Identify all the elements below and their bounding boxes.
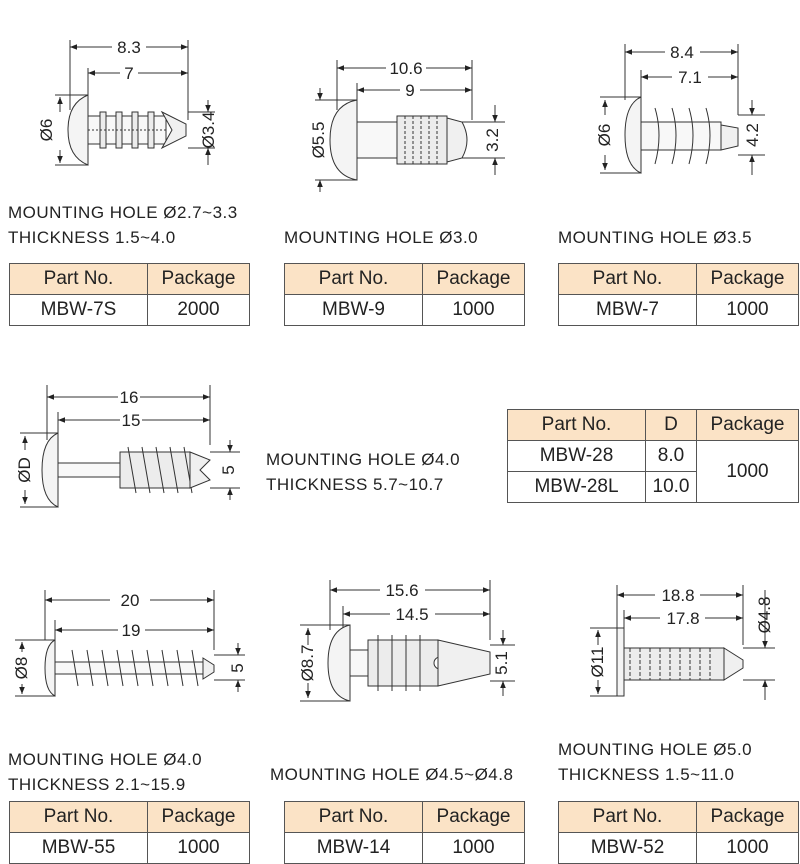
part-no-cell: MBW-7S bbox=[10, 295, 148, 326]
dim-head-label: Ø11 bbox=[588, 646, 607, 678]
dim-head-label: Ø6 bbox=[37, 118, 56, 142]
dim-head-label: Ø5.5 bbox=[309, 121, 328, 159]
mounting-note bbox=[8, 747, 202, 797]
dim-inner-label: 17.8 bbox=[666, 609, 700, 628]
thickness-text: THICKNESS 5.7~10.7 bbox=[266, 475, 444, 494]
package-cell: 1000 bbox=[697, 295, 799, 326]
mounting-hole-text: MOUNTING HOLE Ø3.5 bbox=[558, 228, 753, 247]
part-no-cell: MBW-28 bbox=[508, 441, 646, 472]
mounting-note bbox=[558, 225, 752, 250]
mounting-note bbox=[266, 447, 460, 497]
package-cell: 2000 bbox=[148, 295, 250, 326]
part-no-cell: MBW-28L bbox=[508, 472, 646, 503]
dim-tip-label: 4.2 bbox=[743, 123, 762, 147]
dim-inner-label: 14.5 bbox=[395, 605, 429, 624]
dim-inner-label: 19 bbox=[121, 621, 141, 640]
thickness-text: THICKNESS 1.5~11.0 bbox=[558, 765, 735, 784]
mounting-note bbox=[284, 225, 478, 250]
mounting-note bbox=[270, 762, 513, 787]
dim-overall-label: 16 bbox=[119, 388, 139, 407]
drawing-mbw-9 bbox=[315, 60, 505, 192]
package-cell: 1000 bbox=[423, 833, 525, 864]
dim-tip-label: 3.2 bbox=[483, 128, 502, 152]
mounting-hole-text: MOUNTING HOLE Ø4.0 bbox=[8, 750, 203, 769]
part-no-header: Part No. bbox=[508, 410, 646, 441]
mounting-hole-text: MOUNTING HOLE Ø2.7~3.3 bbox=[8, 203, 238, 222]
part-table bbox=[284, 263, 525, 326]
package-header: Package bbox=[697, 410, 799, 441]
dim-overall-label: 8.4 bbox=[670, 43, 694, 62]
package-header: Package bbox=[697, 802, 799, 833]
part-no-header: Part No. bbox=[10, 264, 148, 295]
part-table bbox=[284, 801, 525, 864]
dim-head-label: Ø6 bbox=[595, 123, 614, 147]
mounting-hole-text: MOUNTING HOLE Ø3.0 bbox=[284, 228, 479, 247]
part-no-cell: MBW-55 bbox=[10, 833, 148, 864]
mounting-note bbox=[558, 737, 752, 787]
dim-head-label: ØD bbox=[15, 457, 34, 483]
dim-overall-label: 10.6 bbox=[389, 59, 423, 78]
package-header: Package bbox=[148, 264, 250, 295]
mounting-hole-text: MOUNTING HOLE Ø4.0 bbox=[266, 450, 461, 469]
part-no-header: Part No. bbox=[285, 802, 423, 833]
package-header: Package bbox=[423, 264, 525, 295]
part-table bbox=[9, 263, 250, 326]
package-cell: 1000 bbox=[423, 295, 525, 326]
dim-overall-label: 15.6 bbox=[385, 581, 419, 600]
package-header: Package bbox=[148, 802, 250, 833]
dim-overall-label: 8.3 bbox=[117, 38, 141, 57]
dim-inner-label: 9 bbox=[405, 81, 415, 100]
dim-head-label: Ø8 bbox=[12, 656, 31, 680]
d-header: D bbox=[646, 410, 697, 441]
part-no-header: Part No. bbox=[559, 264, 697, 295]
part-no-cell: MBW-9 bbox=[285, 295, 423, 326]
dim-tip-label: 5.1 bbox=[492, 651, 511, 675]
part-no-cell: MBW-14 bbox=[285, 833, 423, 864]
part-table bbox=[558, 801, 799, 864]
dim-inner-label: 7 bbox=[124, 64, 134, 83]
package-header: Package bbox=[423, 802, 525, 833]
part-table bbox=[558, 263, 799, 326]
mounting-hole-text: MOUNTING HOLE Ø4.5~Ø4.8 bbox=[270, 765, 514, 784]
dim-inner-label: 7.1 bbox=[678, 68, 702, 87]
d-cell: 10.0 bbox=[646, 472, 697, 503]
drawing-mbw-7 bbox=[600, 44, 765, 175]
dim-head-label: Ø8.7 bbox=[298, 644, 317, 682]
drawing-mbw-7s bbox=[55, 40, 215, 165]
part-no-header: Part No. bbox=[10, 802, 148, 833]
dim-overall-label: 18.8 bbox=[661, 586, 695, 605]
package-cell: 1000 bbox=[697, 833, 799, 864]
part-no-cell: MBW-7 bbox=[559, 295, 697, 326]
package-cell: 1000 bbox=[697, 441, 799, 503]
dim-inner-label: 15 bbox=[121, 411, 141, 430]
dim-tip-label: Ø3.4 bbox=[199, 111, 218, 149]
dim-overall-label: 20 bbox=[120, 591, 140, 610]
dim-tip-label: Ø4.8 bbox=[755, 596, 774, 634]
part-no-header: Part No. bbox=[285, 264, 423, 295]
mounting-note bbox=[8, 200, 238, 250]
d-cell: 8.0 bbox=[646, 441, 697, 472]
dim-tip-label: 5 bbox=[228, 663, 247, 673]
part-table bbox=[9, 801, 250, 864]
part-no-header: Part No. bbox=[559, 802, 697, 833]
thickness-text: THICKNESS 2.1~15.9 bbox=[8, 775, 186, 794]
dim-tip-label: 5 bbox=[219, 465, 238, 475]
package-cell: 1000 bbox=[148, 833, 250, 864]
part-no-cell: MBW-52 bbox=[559, 833, 697, 864]
part-table-mbw-28 bbox=[507, 409, 799, 503]
mounting-hole-text: MOUNTING HOLE Ø5.0 bbox=[558, 740, 753, 759]
thickness-text: THICKNESS 1.5~4.0 bbox=[8, 228, 176, 247]
package-header: Package bbox=[697, 264, 799, 295]
